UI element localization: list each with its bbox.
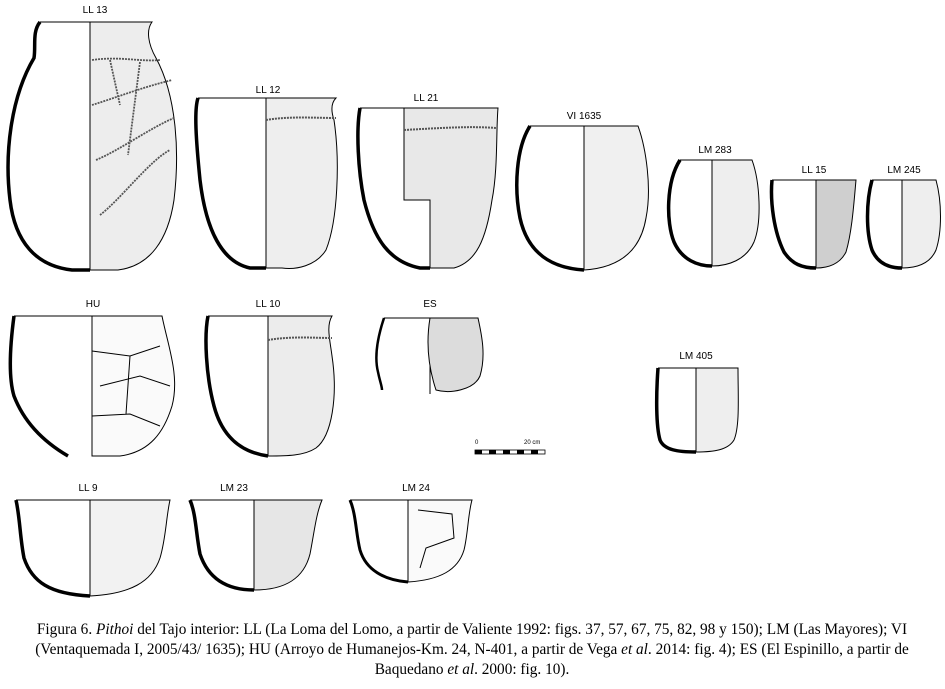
profile-section — [657, 368, 696, 452]
caption-text: . 2000: fig. 10). — [474, 661, 570, 678]
vessel-hu — [0, 296, 185, 466]
interior-outline — [530, 126, 584, 270]
exterior-fragments — [92, 316, 175, 456]
profile-section — [196, 98, 266, 268]
profile-section — [10, 316, 68, 456]
profile-section — [868, 180, 903, 268]
exterior — [90, 500, 170, 596]
caption-italic-etal: et al — [621, 641, 648, 658]
vessel-label: LM 24 — [402, 483, 430, 494]
interior-outline — [384, 318, 430, 394]
vessel-label: LL 12 — [255, 85, 281, 96]
scale-end: 20 cm — [524, 440, 541, 446]
vessel-label: LL 13 — [82, 5, 108, 16]
vessel-label: LM 405 — [679, 351, 713, 362]
profile-section — [669, 160, 712, 266]
profile-section — [517, 126, 584, 270]
caption-italic-pithoi: Pithoi — [95, 621, 134, 638]
vessel-label: ES — [423, 299, 437, 310]
vessel-label: HU — [85, 299, 101, 310]
interior-outline — [208, 316, 268, 456]
exterior-decorated — [404, 108, 498, 268]
vessel-label: LL 10 — [255, 299, 281, 310]
vessel-ll15 — [766, 162, 862, 272]
profile-section — [16, 500, 90, 596]
caption-label: Figura 6. — [36, 621, 96, 638]
exterior-decorated — [816, 180, 856, 268]
interior-outline — [772, 180, 816, 268]
profile-section — [376, 318, 384, 390]
vessel-lm405 — [650, 346, 744, 458]
interior-outline — [16, 500, 90, 596]
profile-section — [190, 500, 254, 590]
vessel-label: LM 23 — [220, 483, 248, 494]
vessel-ll12 — [190, 80, 340, 280]
exterior-fragment — [428, 318, 483, 391]
vessel-lm283 — [660, 142, 770, 272]
vessel-ll9 — [10, 478, 175, 603]
vessel-label: LL 9 — [78, 483, 98, 494]
interior-outline — [680, 160, 712, 266]
exterior — [712, 160, 759, 266]
vessel-ll13 — [0, 0, 190, 280]
scale-start: 0 — [475, 440, 479, 446]
interior-outline — [40, 22, 90, 270]
vessel-lm23 — [186, 478, 326, 603]
exterior-decorated — [254, 500, 322, 590]
vessel-es — [370, 296, 495, 396]
exterior-decorated — [266, 98, 337, 268]
figure-caption — [2, 620, 942, 680]
profile-section — [206, 316, 268, 456]
profile-section — [8, 22, 90, 270]
vessel-ll10 — [200, 296, 340, 461]
vessel-lm245 — [862, 162, 945, 272]
caption-text: del Tajo interior: LL (La Loma del Lomo, a partir de Valiente 1992: figs. 37, 57, 67, 75, 82, 98 y 150); LM (Las Mayores); VI (Ventaquemada I, 2005/43/ 1635); HU (Arroyo de Humanejos-Km. 24, N-401, a partir de Vega — [35, 621, 908, 658]
profile-section — [772, 180, 817, 268]
interior-outline — [198, 98, 266, 268]
interior-outline — [658, 368, 696, 452]
exterior — [584, 126, 648, 270]
vessel-label: VI 1635 — [566, 111, 602, 122]
vessel-label: LM 245 — [887, 165, 921, 176]
scale-bar — [474, 440, 548, 460]
caption-italic-etal: et al — [447, 661, 475, 678]
vessel-label: LM 283 — [698, 145, 732, 156]
vessel-ll21 — [350, 90, 510, 280]
vessel-lm24 — [346, 478, 476, 588]
interior-outline — [14, 316, 92, 456]
vessel-label: LL 21 — [413, 93, 439, 104]
exterior — [902, 180, 941, 268]
caption-text: . 2014: fig. 4); ES (El Espinillo, a partir de Baquedano — [374, 641, 909, 678]
exterior — [696, 368, 738, 452]
vessel-vi1635 — [510, 108, 660, 278]
vessel-label: LL 15 — [801, 165, 827, 176]
profile-section — [350, 500, 408, 582]
